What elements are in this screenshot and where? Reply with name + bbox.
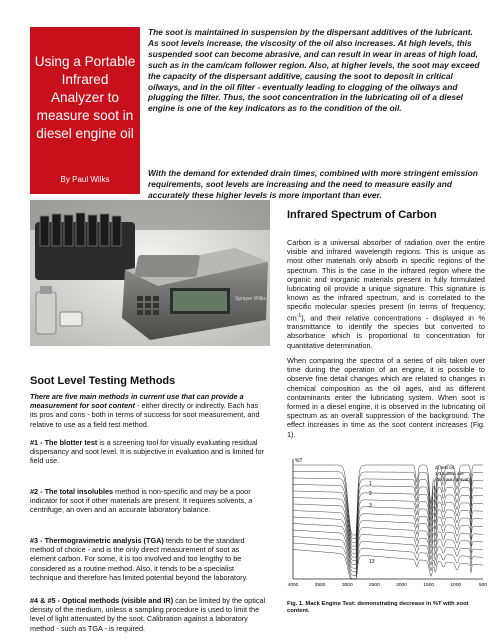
ir-p1-sup: -1 bbox=[296, 312, 302, 319]
method-1-lead: #1 - The blotter test bbox=[30, 438, 98, 447]
curve-label: 1 bbox=[369, 481, 372, 487]
instrument-label: Sprayer Wilks bbox=[235, 296, 266, 302]
legend-line-2: 1-13 used oils bbox=[435, 471, 464, 476]
method-1-text: is a screening tool for visually evaluating residual dispersancy and soot level. It is subjective in evaluation and is limited for field use. bbox=[30, 438, 265, 466]
legend-line-1: 2) test oil bbox=[435, 465, 454, 470]
method-2-lead: #2 - The total insolubles bbox=[30, 487, 114, 496]
ir-p1-a: Carbon is a universal absorber of radiation over the entire visible and infrared wavelength regions. This is unique as most other materials only absorb in specific regions of the spectrum. This is the case in the infrared region where the organic and inorganic materials present in fully formulated lubricating oil provide a unique signature. This signature is known as the infrared spectrum, and is correlated to the specific molecular species present (in terms of frequency, cm bbox=[287, 238, 485, 323]
article-title-box bbox=[30, 27, 140, 194]
figure-caption: Fig. 1. Mack Engine Test: demonstrating decrease in %T with soot content. bbox=[287, 601, 469, 614]
method-1-paragraph bbox=[30, 438, 266, 466]
intro-paragraph-1: The soot is maintained in suspension by the dispersant additives of the lubricant. As soot levels increase, the viscosity of the oil also increases. At high levels, this suspended soot can become abrasive, and can result in wear in areas of high load, such as in the cam/cam follower region. Also, at higher levels, the soot may exceed the capacity of the dispersant additive, causing the soot to deposit in critical oilways, and in the oil filter - eventually leading to clogging of the oilways and plugging the filter. Thus, the soot concentration in the lubricating oil of a diesel engine is one of the key indicators as to the condition of the oil. bbox=[148, 27, 480, 114]
method-45-lead: #4 & #5 - Optical methods (visible and IR) bbox=[30, 596, 174, 605]
method-3-paragraph bbox=[30, 536, 266, 582]
article-title: Using a Portable Infrared Analyzer to measure soot in diesel engine oil bbox=[34, 54, 136, 141]
x-tick-label: 1500 bbox=[423, 583, 435, 588]
y-axis-label: %T bbox=[295, 458, 303, 464]
x-tick-label: 2500 bbox=[369, 583, 380, 588]
curve-label: 2 bbox=[369, 491, 372, 497]
article-author: By Paul Wilks bbox=[60, 175, 110, 184]
x-tick-label: 1000 bbox=[450, 583, 462, 588]
ir-spectrum-chart bbox=[285, 455, 488, 593]
x-tick-label: 3500 bbox=[314, 583, 326, 588]
x-tick-label: 4000 bbox=[287, 583, 299, 588]
soot-methods-heading: Soot Level Testing Methods bbox=[30, 375, 176, 387]
x-tick-label: 3000 bbox=[341, 583, 353, 588]
method-3-text: tends to be the standard method of choice - and is the only direct measurement of soot as element carbon. For some, it is too involved and too lengthy to be considered as a routine method. Also, it tends to be a specialist technique and therefore has limited potential beyond the laboratory. bbox=[30, 536, 248, 582]
soot-methods-intro bbox=[30, 392, 266, 429]
curve-label: 13 bbox=[369, 559, 375, 565]
x-tick-label: 2000 bbox=[396, 583, 407, 588]
ir-paragraph-2: When comparing the spectra of a series of oils taken over time during the operation of an engine, it is possible to observe fine detail changes which are related to changes in chemical composition as the oil ages, and as different contaminants enter the lubricating system. When soot is formed in a diesel engine, it is observed in the lubricating oil spectrum as an overall suppression of the background. The effect increases in time as the soot content increases (Fig. 1). bbox=[287, 356, 485, 439]
method-2-paragraph bbox=[30, 487, 266, 515]
intro-paragraph-2: With the demand for extended drain times, combined with more stringent emission requirements, soot levels are increasing and the need to measure easily and accurately these higher levels is more important than ever. bbox=[148, 168, 478, 200]
method-3-lead: #3 - Thermogravimetric analysis (TGA) bbox=[30, 536, 164, 545]
curve-label: 3 bbox=[369, 503, 372, 509]
ir-p1-b: ), and their relative concentrations - displayed in % transmittance to identify the species but converted to absorbance which is proportional to concentration for quantitative determination. bbox=[287, 313, 485, 350]
analyzer-photo bbox=[30, 200, 270, 346]
x-tick-label: 500 bbox=[478, 583, 488, 588]
method-45-text: can be limited by the optical density of the medium, unless a sampling procedure is used to limit the level of light attenuated by the soot. Calibration against a laboratory method - such as TGA - is required. bbox=[30, 596, 266, 633]
legend-line-3: (48 hour interval) bbox=[435, 477, 470, 482]
ir-paragraph-1 bbox=[287, 238, 485, 350]
method-2-text: method is non-specific and may be a poor indicator for soot if other materials are present. It requires solvents, a centrifuge, an oven and an accurate laboratory balance. bbox=[30, 487, 253, 515]
soot-intro-rest: - either directly or indirectly. Each has its pros and cons - both in terms of success for soot measurement, and relative to use as a field test method. bbox=[30, 401, 260, 429]
ir-spectrum-heading: Infrared Spectrum of Carbon bbox=[287, 209, 437, 221]
soot-intro-bold: There are five main methods in current use that can provide a measurement for soot content bbox=[30, 392, 244, 411]
method-45-paragraph bbox=[30, 596, 266, 633]
